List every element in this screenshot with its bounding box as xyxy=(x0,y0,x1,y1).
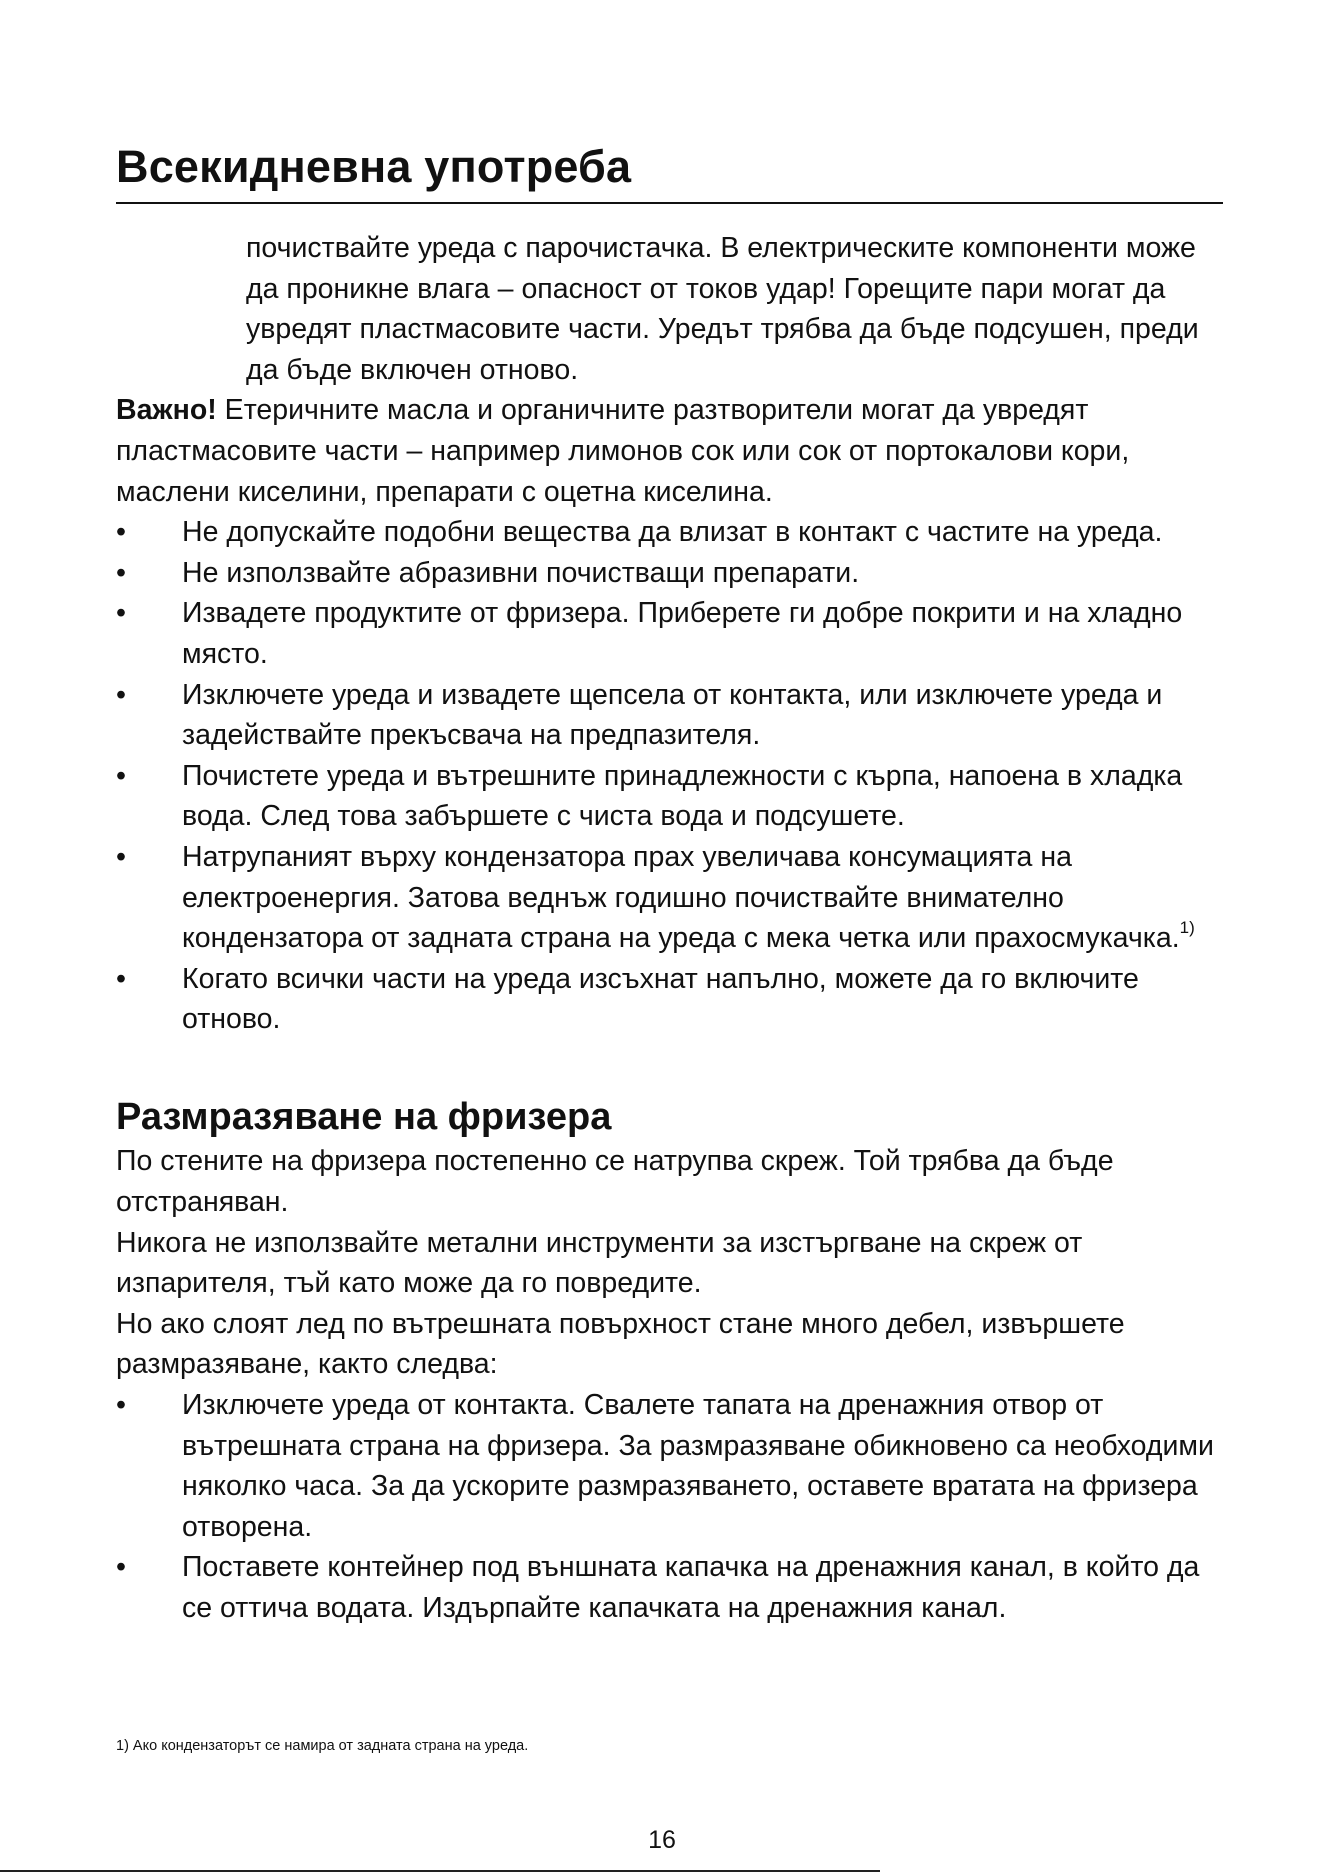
important-text: Етеричните масла и органичните разтворители могат да увредят пластмасовите части – например лимонов сок или сок от портокалови кори, маслени киселини, препарати с оцетна киселина. xyxy=(116,394,1130,508)
paragraph: Никога не използвайте метални инструменти за изстъргване на скреж от изпарителя, тъй като може да го повредите. xyxy=(116,1226,1083,1300)
footnote: 1) Ако кондензаторът се намира от задната страна на уреда. xyxy=(116,1738,529,1754)
footnote-reference: 1) xyxy=(1179,918,1195,938)
list-item xyxy=(116,837,1216,959)
bullet-icon: • xyxy=(116,1388,126,1421)
list-item xyxy=(116,675,1216,756)
bullet-icon: • xyxy=(116,759,126,792)
important-label: Важно! xyxy=(116,394,217,427)
section-title-defrost: Размразяване на фризера xyxy=(116,1095,612,1138)
list-item xyxy=(116,959,1216,1040)
list-item-text: Изключете уреда и извадете щепсела от контакта, или изключете уреда и задействайте прекъсвача на предпазителя. xyxy=(182,678,1163,752)
list-item-text: Не използвайте абразивни почистващи препарати. xyxy=(182,556,860,589)
list-item-text: Изключете уреда от контакта. Свалете тапата на дренажния отвор от вътрешната страна на фризера. За размразяване обикновено са необходими няколко часа. За да ускорите размразяването, оставете вратата на фризера отворена. xyxy=(182,1388,1214,1543)
page-number: 16 xyxy=(648,1826,676,1854)
bullet-icon: • xyxy=(116,516,126,549)
paragraph: По стените на фризера постепенно се натрупва скреж. Той трябва да бъде отстраняван. xyxy=(116,1145,1114,1218)
list-item-text: Поставете контейнер под външната капачка на дренажния канал, в който да се оттича водата. Издърпайте капачката на дренажния канал. xyxy=(182,1551,1200,1624)
list-item-text: Натрупаният върху кондензатора прах увеличава консумацията на електроенергия. Затова веднъж годишно почиствайте внимателно кондензатора от задната страна на уреда с мека четка или прахосмукачка. xyxy=(182,840,1180,955)
list-item xyxy=(116,553,1216,594)
page-title: Всекидневна употреба xyxy=(116,140,1223,204)
list-item-text: Почистете уреда и вътрешните принадлежности с кърпа, напоена в хладка вода. След това забършете с чиста вода и подсушете. xyxy=(182,759,1183,833)
list-item xyxy=(116,593,1216,674)
list-item-text: Извадете продуктите от фризера. Приберете ги добре покрити и на хладно място. xyxy=(182,597,1183,670)
list-item xyxy=(116,512,1216,553)
list-item-text: Когато всички части на уреда изсъхнат напълно, можете да го включите отново. xyxy=(182,962,1139,1036)
document-page xyxy=(116,140,1216,1629)
important-note xyxy=(116,390,1216,512)
bullet-icon: • xyxy=(116,597,126,630)
list-item-text: Не допускайте подобни вещества да влизат в контакт с частите на уреда. xyxy=(182,516,1163,549)
bullet-icon: • xyxy=(116,962,126,995)
defrost-bullet-list xyxy=(116,1385,1216,1629)
intro-continuation xyxy=(246,228,1216,390)
bullet-icon: • xyxy=(116,1551,126,1584)
list-item xyxy=(116,1385,1216,1547)
paragraph: Но ако слоят лед по вътрешната повърхност стане много дебел, извършете размразяване, както следва: xyxy=(116,1307,1125,1381)
cleaning-bullet-list xyxy=(116,512,1216,1040)
bullet-icon: • xyxy=(116,556,126,589)
bullet-icon: • xyxy=(116,678,126,711)
list-item xyxy=(116,756,1216,837)
defrost-section xyxy=(116,1141,1216,1628)
intro-continuation-text: почиствайте уреда с парочистачка. В електрическите компоненти може да проникне влага – опасност от токов удар! Горещите пари могат да увредят пластмасовите части. Уредът трябва да бъде подсушен, преди да бъде включен отново. xyxy=(246,232,1199,386)
bullet-icon: • xyxy=(116,840,126,873)
list-item xyxy=(116,1547,1216,1628)
